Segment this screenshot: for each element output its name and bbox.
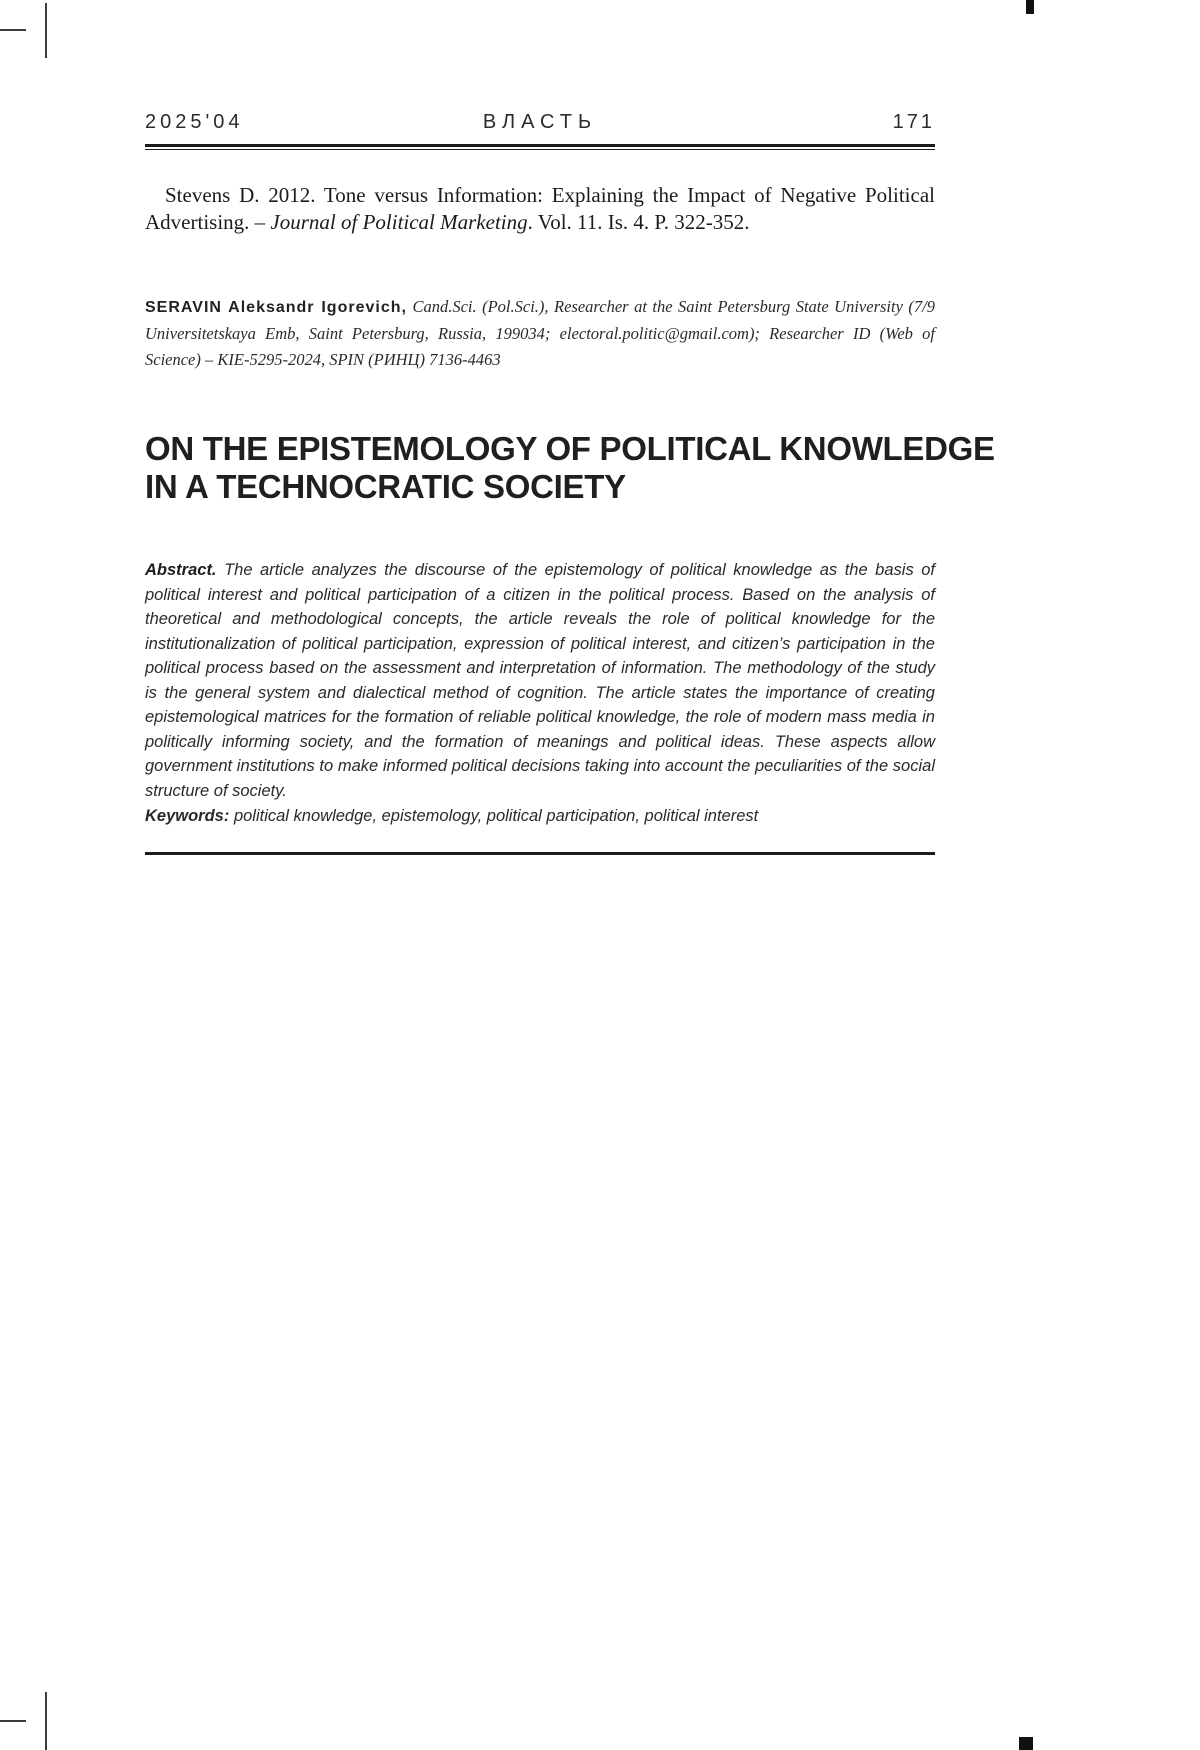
keywords-label: Keywords:	[145, 807, 230, 825]
crop-mark-top-left-horizontal	[0, 29, 26, 31]
reference-text-start: Stevens D. 2012. Tone versus Information: Explaining the Impact of Negative Political Advertising. –	[145, 183, 935, 234]
abstract-label: Abstract.	[145, 561, 217, 579]
crop-mark-bottom-left-horizontal	[0, 1720, 26, 1722]
header-page-number: 171	[892, 111, 936, 133]
crop-mark-bottom-left-vertical	[45, 1692, 47, 1750]
abstract-text: The article analyzes the discourse of the epistemology of political knowledge as the basis of political interest and political participation of a citizen in the political process. Based on the analysis of theoretical and methodological concepts, the article reveals the role of political knowledge for the institutionalization of political participation, expression of political interest, and citizen’s participation in the political process based on the assessment and interpretation of information. The methodology of the study is the general system and dialectical method of cognition. The article states the importance of creating epistemological matrices for the formation of reliable political knowledge, the role of modern mass media in politically informing society, and the formation of meanings and political ideas. These aspects allow government institutions to make informed political decisions taking into account the peculiarities of the social structure of society.	[145, 561, 935, 800]
bibliography-reference	[145, 182, 935, 236]
header-rule	[145, 144, 935, 150]
abstract-paragraph	[145, 558, 935, 803]
article-title	[145, 430, 995, 506]
crop-mark-top-right	[1026, 0, 1034, 14]
article-title-line-2: IN A TECHNOCRATIC SOCIETY	[145, 468, 626, 505]
keywords-text: political knowledge, epistemology, political participation, political interest	[229, 807, 759, 825]
keywords-line	[145, 804, 935, 829]
section-divider-rule	[145, 852, 935, 855]
author-affiliation-block	[145, 294, 935, 373]
reference-journal-title: Journal of Political Marketing	[270, 210, 528, 234]
crop-mark-top-left-vertical	[45, 3, 47, 58]
author-name: SERAVIN Aleksandr Igorevich,	[145, 299, 407, 316]
reference-text-end: . Vol. 11. Is. 4. P. 322-352.	[527, 210, 750, 234]
author-details: Cand.Sci. (Pol.Sci.), Researcher at the Saint Petersburg State University (7/9 Universitetskaya Emb, Saint Petersburg, Russia, 199034; electoral.politic@gmail.com); Researcher ID (Web of Science) – KIE-5295-2024, SPIN (РИНЦ) 7136-4463	[145, 297, 935, 369]
header-issue: 2025'04	[145, 111, 244, 133]
running-head	[145, 111, 935, 134]
header-journal-title: ВЛАСТЬ	[482, 111, 598, 133]
abstract-block	[145, 558, 935, 829]
article-title-line-1: ON THE EPISTEMOLOGY OF POLITICAL KNOWLEDGE	[145, 430, 995, 467]
crop-mark-bottom-right	[1019, 1737, 1033, 1750]
